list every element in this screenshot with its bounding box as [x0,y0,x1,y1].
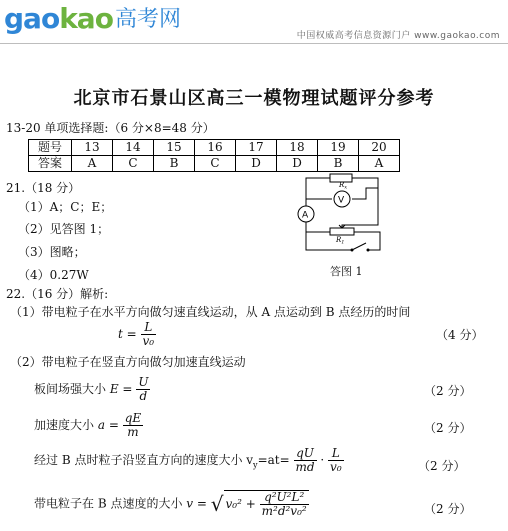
header-divider [0,43,508,44]
table-cell: A [359,156,400,172]
q22-part1-text: （1）带电粒子在水平方向做匀速直线运动，从 A 点运动到 B 点经历的时间 [10,305,411,319]
rheostat-r1-icon [330,228,354,235]
table-row-numbers [29,140,400,156]
table-cell: 20 [359,140,400,156]
fraction: $\frac{L}{\text{v₀}}$ [142,320,155,348]
row-label-number: 题号 [29,140,72,156]
equation-vy: 经过 B 点时粒子沿竖直方向的速度大小 $v_y=at=$ $\frac{qU}{md}$ · $\frac{L}{\text{v₀}}$ [34,446,342,474]
logo-text: gaokao [4,2,113,35]
fraction: $\frac{qU}{md}$ [295,446,315,474]
table-cell: C [113,156,154,172]
equation-speed: 带电粒子在 B 点速度的大小 v = √ v₀² + $\frac{\text{q²U²L²}}{\text{m²d²v₀²}}$ [34,490,307,518]
answer-table [28,139,400,172]
q21-item-3: （3）图略； [18,245,86,259]
figure-caption: 答图 1 [330,265,363,278]
sqrt-icon: √ [210,492,224,516]
q21-item-1: （1）A；C；E； [18,200,113,214]
table-cell: D [277,156,318,172]
table-cell: 18 [277,140,318,156]
gaokao-logo[interactable] [4,2,181,35]
circuit-diagram [294,170,394,258]
score-label: （4 分） [436,328,484,342]
equation-time: t = $\frac{L}{\text{v₀}}$ [118,320,155,348]
table-cell: 15 [154,140,195,156]
score-label: （2 分） [418,459,466,473]
q21-item-2: （2）见答图 1； [18,222,110,236]
svg-text:V: V [338,195,345,206]
q22-heading: 22.（16 分）解析: [6,287,109,301]
svg-text:Rx: $R_x$ [339,181,348,191]
table-cell: 19 [318,140,359,156]
table-cell: B [318,156,359,172]
table-cell: B [154,156,195,172]
radicand: v₀² + $\frac{\text{q²U²L²}}{\text{m²d²v₀²}}$ [225,490,307,518]
fraction: $\frac{U}{d}$ [138,375,149,403]
score-label: （2 分） [424,502,472,516]
fraction: $\frac{\text{q²U²L²}}{\text{m²d²v₀²}}$ [261,490,307,518]
table-cell: D [236,156,277,172]
equation-acceleration: 加速度大小 a = $\frac{qE}{m}$ [34,411,142,439]
score-label: （2 分） [424,384,472,398]
q21-heading: 21.（18 分） [6,181,81,195]
q22-part2-text: （2）带电粒子在竖直方向做匀加速直线运动 [10,355,246,369]
fraction: $\frac{qE}{m}$ [124,411,142,439]
page-title: 北京市石景山区高三一模物理试题评分参考 [73,88,435,109]
score-label: （2 分） [424,421,472,435]
q21-item-4: （4）0.27W [18,268,89,282]
table-cell: 16 [195,140,236,156]
svg-text:A: A [302,210,309,221]
switch-icon [352,243,366,250]
logo-cn: 高考网 [114,7,181,32]
table-cell: C [195,156,236,172]
table-cell: A [72,156,113,172]
table-cell: 14 [113,140,154,156]
row-label-answer: 答案 [29,156,72,172]
svg-text:R1: $R_1$ [336,236,345,246]
fraction: $\frac{L}{\text{v₀}}$ [330,446,342,474]
equation-field: 板间场强大小 E = $\frac{U}{d}$ [34,375,149,403]
portal-tagline: 中国权威高考信息资源门户 www.gaokao.com [296,31,500,41]
mc-heading: 13-20 单项选择题:（6 分×8=48 分） [6,121,215,135]
table-cell: 13 [72,140,113,156]
table-cell: 17 [236,140,277,156]
